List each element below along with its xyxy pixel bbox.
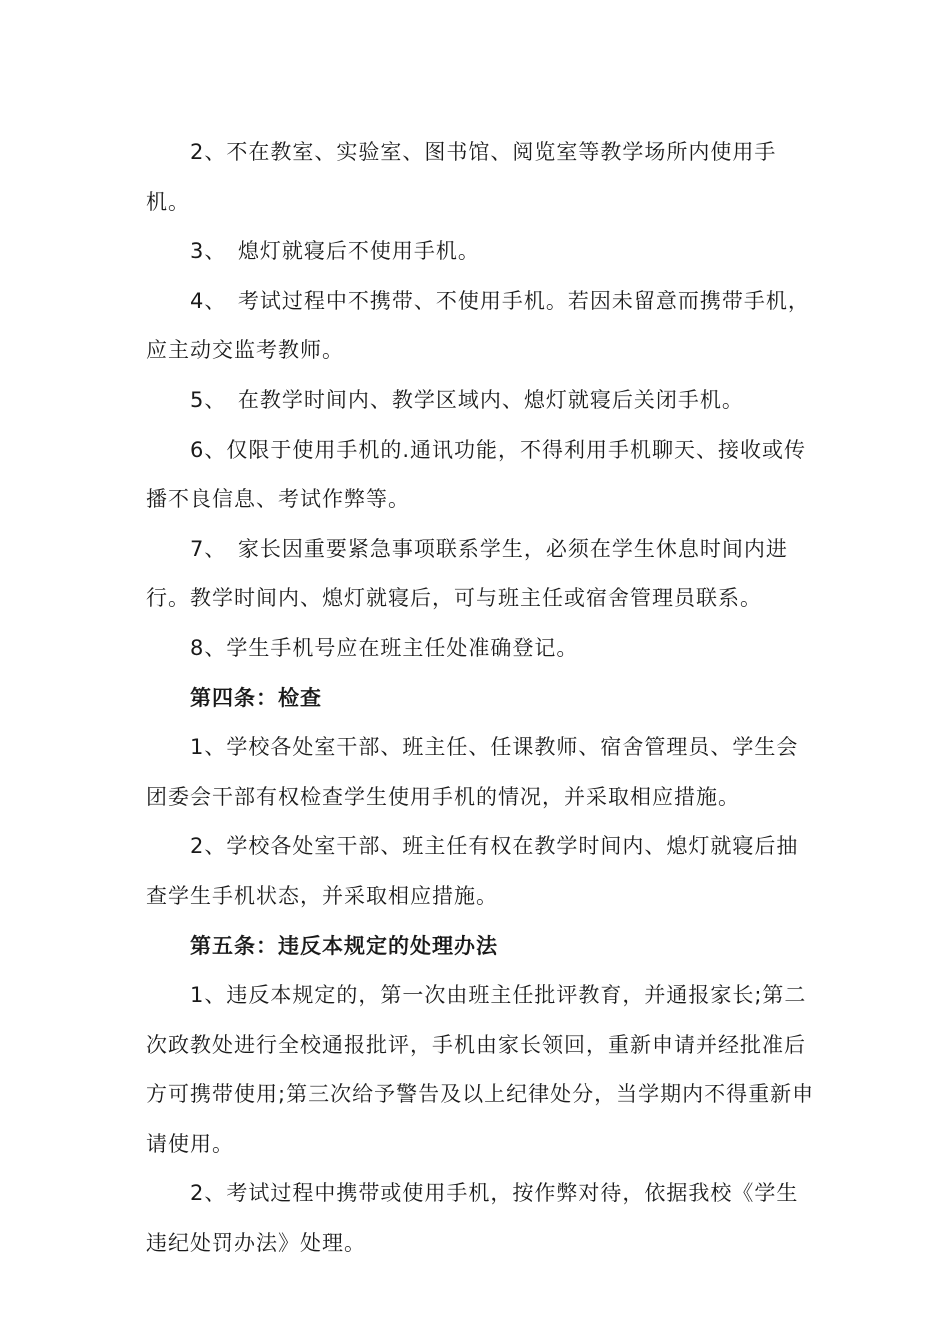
section-heading-article-4: 第四条：检查 [190,685,322,710]
paragraph-rule-6: 6、仅限于使用手机的.通讯功能，不得利用手机聊天、接收或传播不良信息、考试作弊等。 [146,437,807,512]
paragraph-rule-3: 3、 熄灯就寝后不使用手机。 [190,239,480,264]
paragraph-penalty-2: 2、考试过程中携带或使用手机，按作弊对待，依据我校《学生违纪处罚办法》处理。 [146,1181,799,1256]
paragraph-rule-7: 7、 家长因重要紧急事项联系学生，必须在学生休息时间内进行。教学时间内、熄灯就寝后，可与班主任或宿舍管理员联系。 [146,536,788,611]
paragraph-rule-4: 4、 考试过程中不携带、不使用手机。若因未留意而携带手机，应主动交监考教师。 [146,288,810,363]
paragraph-penalty-1: 1、违反本规定的，第一次由班主任批评教育，并通报家长;第二次政教处进行全校通报批评，手机由家长领回，重新申请并经批准后方可携带使用;第三次给予警告及以上纪律处分，当学期内不得重新申请使用。 [146,983,815,1156]
document-body [146,128,816,1269]
paragraph-rule-5: 5、 在教学时间内、教学区域内、熄灯就寝后关闭手机。 [190,387,744,412]
section-heading-article-5: 第五条：违反本规定的处理办法 [190,933,498,958]
paragraph-rule-8: 8、学生手机号应在班主任处准确登记。 [190,635,579,660]
paragraph-rule-2: 2、不在教室、实验室、图书馆、阅览室等教学场所内使用手机。 [146,140,777,214]
paragraph-inspection-2: 2、学校各处室干部、班主任有权在教学时间内、熄灯就寝后抽查学生手机状态，并采取相应措施。 [146,834,799,908]
paragraph-inspection-1: 1、学校各处室干部、班主任、任课教师、宿舍管理员、学生会团委会干部有权检查学生使用手机的情况，并采取相应措施。 [146,735,799,809]
